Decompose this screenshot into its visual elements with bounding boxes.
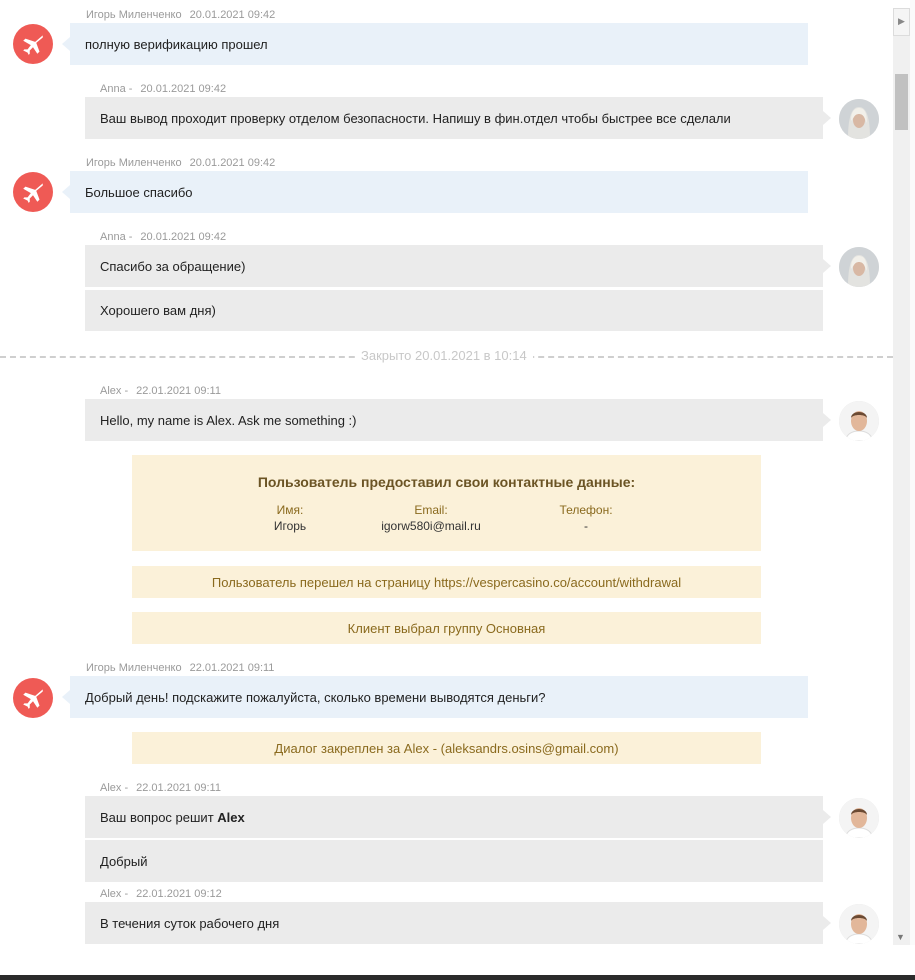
message-meta — [100, 231, 226, 243]
agent-message-bubble — [85, 840, 823, 882]
agent-message-bubble — [85, 97, 823, 139]
message-meta — [100, 888, 222, 900]
message-meta — [86, 662, 274, 674]
agent-avatar-anna — [839, 99, 879, 139]
contact-email-label: Email: — [414, 503, 448, 517]
bubble-tail — [823, 916, 831, 930]
client-avatar — [13, 678, 53, 718]
client-avatar — [13, 172, 53, 212]
agent-message-bubble — [85, 245, 823, 287]
message-text: Ваш вывод проходит проверку отделом безопасности. Напишу в фин.отдел чтобы быстрее все сделали — [100, 110, 731, 126]
agent-message-bubble — [85, 796, 823, 838]
message-meta — [86, 9, 275, 21]
author-name: Anna - — [100, 231, 133, 243]
alex-photo-icon — [839, 401, 879, 441]
plane-icon — [20, 179, 46, 205]
agent-avatar-anna — [839, 247, 879, 287]
plane-icon — [20, 685, 46, 711]
message-text: Добрый — [100, 853, 148, 869]
message-text: Хорошего вам дня) — [100, 303, 216, 318]
plane-icon — [20, 31, 46, 57]
message-time: 22.01.2021 09:11 — [136, 782, 221, 794]
message-text: полную верификацию прошел — [85, 36, 268, 52]
bubble-tail — [823, 413, 831, 427]
author-name: Anna - — [100, 83, 133, 95]
contact-name-column — [210, 503, 370, 533]
contact-card-title: Пользователь предоставил свои контактные данные: — [257, 474, 636, 490]
message-time: 20.01.2021 09:42 — [189, 9, 276, 21]
bubble-tail — [823, 259, 831, 273]
contact-email-column — [351, 503, 511, 533]
scroll-down-arrow-icon[interactable]: ▼ — [896, 932, 905, 942]
agent-avatar-alex — [839, 401, 879, 441]
message-text: Добрый день! подскажите пожалуйста, сколько времени выводятся деньги? — [85, 689, 546, 705]
message-text-prefix: Ваш вопрос решит — [100, 809, 214, 825]
message-meta — [100, 83, 226, 95]
message-time: 22.01.2021 09:12 — [136, 888, 222, 900]
message-meta — [100, 385, 221, 397]
bubble-tail — [823, 111, 831, 125]
bottom-gap — [0, 945, 915, 975]
author-name: Alex - — [100, 385, 129, 397]
author-name: Игорь Миленченко — [86, 157, 182, 169]
taskbar-edge — [0, 975, 915, 980]
message-time: 20.01.2021 09:42 — [140, 83, 227, 95]
message-text: Большое спасибо — [85, 184, 193, 200]
message-meta — [100, 782, 221, 794]
system-notice-text: Пользователь перешел на страницу https://vespercasino.co/account/withdrawal — [211, 574, 682, 590]
message-time: 22.01.2021 09:11 — [189, 662, 275, 674]
message-time: 22.01.2021 09:11 — [136, 385, 221, 397]
system-notice-text: Диалог закреплен за Alex - (aleksandrs.osins@gmail.com) — [274, 740, 619, 756]
client-avatar — [13, 24, 53, 64]
message-time: 20.01.2021 09:42 — [140, 231, 227, 243]
system-notice-group — [132, 612, 761, 644]
chat-scrollbar[interactable] — [893, 8, 910, 945]
right-edge — [910, 0, 915, 945]
message-text: Спасибо за обращение) — [100, 258, 246, 274]
message-meta — [86, 157, 275, 169]
scroll-up-button[interactable] — [893, 8, 910, 36]
message-time: 20.01.2021 09:42 — [189, 157, 276, 169]
message-text: В течения суток рабочего дня — [100, 915, 280, 931]
alex-photo-icon — [839, 904, 879, 944]
author-name: Alex - — [100, 888, 129, 900]
bubble-tail — [823, 810, 831, 824]
contact-name-value: Игорь — [273, 519, 307, 533]
bubble-tail — [62, 185, 70, 199]
agent-avatar-alex — [839, 798, 879, 838]
message-text: Hello, my name is Alex. Ask me something :) — [100, 412, 357, 428]
author-name: Игорь Миленченко — [86, 662, 182, 674]
contact-name-label: Имя: — [276, 503, 304, 517]
anna-photo-icon — [839, 247, 879, 287]
alex-photo-icon — [839, 798, 879, 838]
agent-message-bubble — [85, 399, 823, 441]
author-name: Игорь Миленченко — [86, 9, 182, 21]
contact-phone-value: - — [584, 519, 588, 533]
anna-photo-icon — [839, 99, 879, 139]
scroll-up-arrow-icon[interactable]: ▶ — [898, 16, 905, 26]
contact-email-value: igorw580i@mail.ru — [381, 519, 481, 533]
client-message-bubble — [70, 676, 808, 718]
agent-message-bubble — [85, 290, 823, 331]
client-message-bubble — [70, 171, 808, 213]
contact-data-card — [132, 455, 761, 551]
bubble-tail — [62, 690, 70, 704]
agent-message-bubble — [85, 902, 823, 944]
system-notice-page-visit — [132, 566, 761, 598]
contact-phone-label: Телефон: — [559, 503, 613, 517]
agent-avatar-alex — [839, 904, 879, 944]
author-name: Alex - — [100, 782, 129, 794]
scrollbar-thumb[interactable] — [895, 74, 908, 130]
client-message-bubble — [70, 23, 808, 65]
message-text-bold: Alex — [217, 809, 245, 825]
closed-divider-label: Закрыто 20.01.2021 в 10:14 — [355, 348, 533, 363]
bubble-tail — [62, 37, 70, 51]
system-notice-text: Клиент выбрал группу Основная — [347, 620, 546, 636]
contact-phone-column — [506, 503, 666, 533]
system-notice-assigned — [132, 732, 761, 764]
